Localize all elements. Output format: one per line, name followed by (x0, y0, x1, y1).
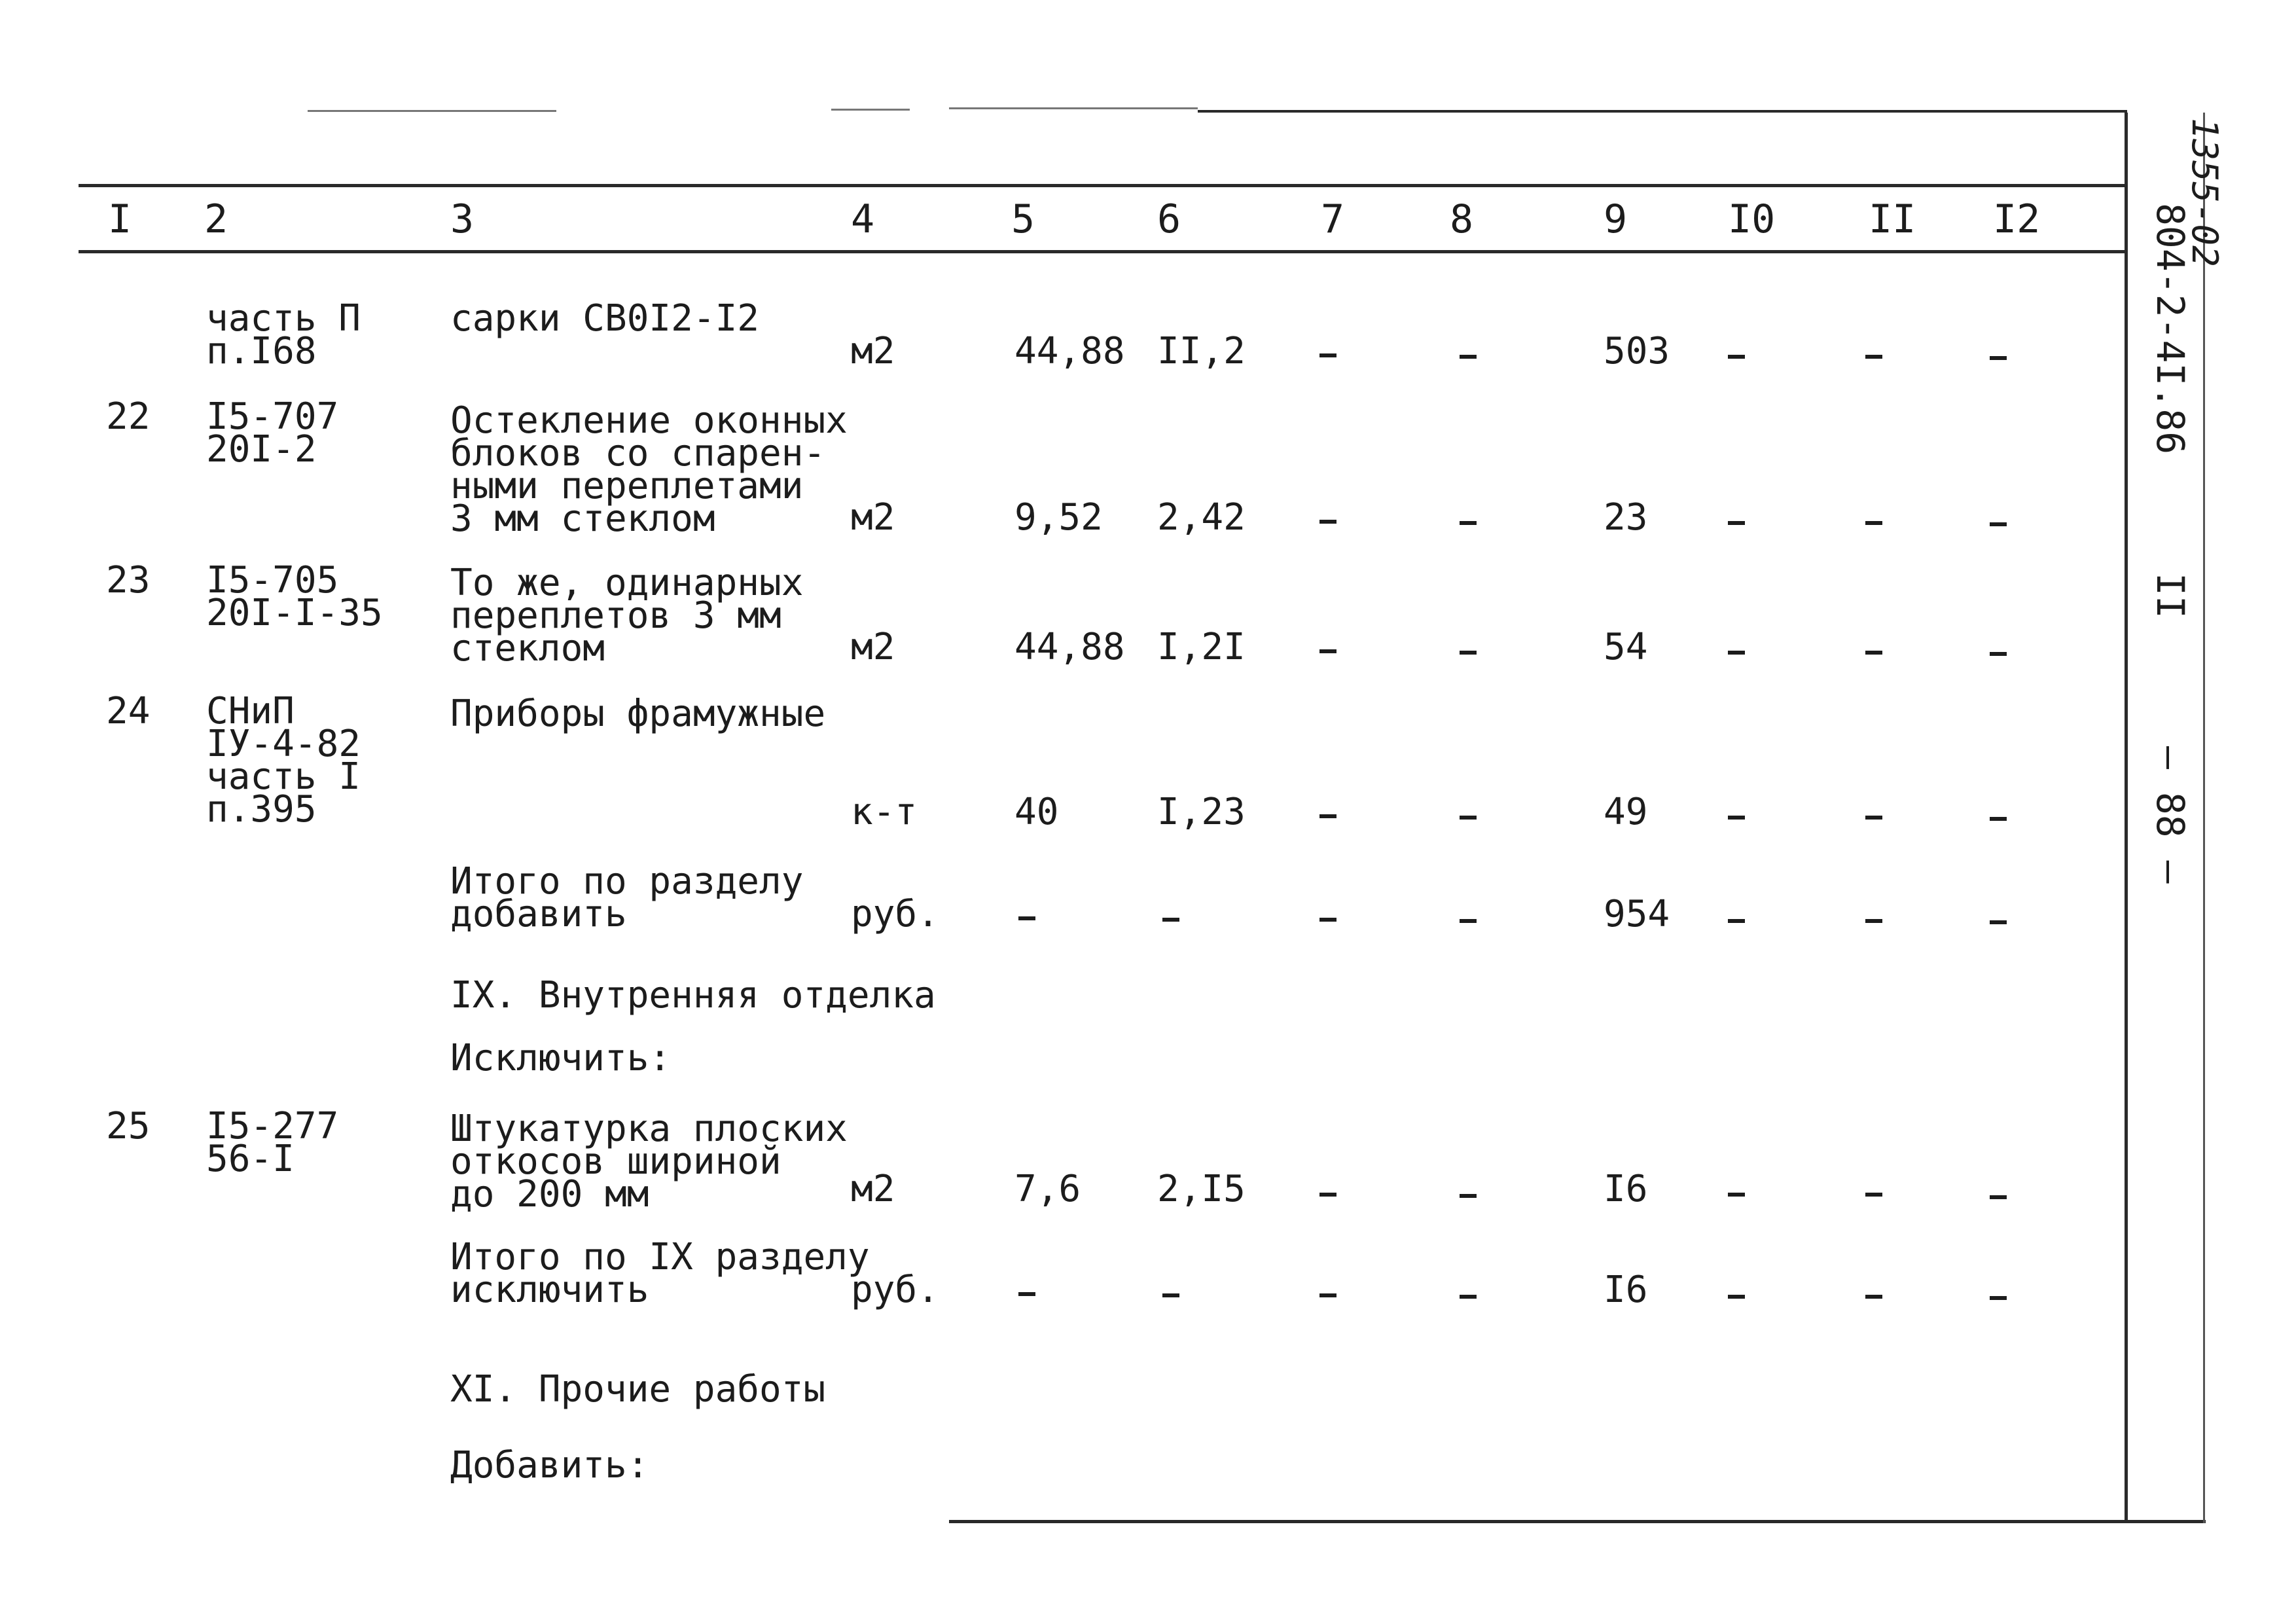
header-bottom-rule (79, 250, 2127, 253)
row-col9: 23 (1604, 496, 1648, 539)
section-action: Добавить: (450, 1444, 649, 1487)
dash-mark (1319, 353, 1336, 357)
dash-mark (1162, 1293, 1179, 1297)
col-header-7: 7 (1321, 196, 1345, 242)
dash-mark (1865, 521, 1882, 525)
dash-mark (1865, 919, 1882, 923)
dash-mark (1865, 355, 1882, 359)
col-header-10: I0 (1728, 196, 1776, 242)
handwritten-mark: 1355-02 (2184, 118, 2225, 267)
dash-mark (1460, 919, 1477, 923)
dash-mark (1865, 651, 1882, 655)
dash-mark (1018, 1292, 1035, 1296)
dash-mark (1018, 916, 1035, 920)
row-col6: II,2 (1157, 330, 1246, 372)
row-unit: руб. (851, 893, 939, 935)
row-col6: 2,42 (1157, 496, 1246, 539)
col-header-1: I (108, 196, 132, 242)
row-col5: 9,52 (1014, 496, 1103, 539)
row-col9: 54 (1604, 626, 1648, 668)
dash-mark (1865, 1295, 1882, 1299)
row-col6: I,2I (1157, 626, 1246, 668)
top-rule (1198, 110, 2127, 113)
col-header-4: 4 (851, 196, 875, 242)
dash-mark (1990, 522, 2007, 526)
dash-mark (1990, 356, 2007, 360)
row-name: Штукатурка плоских откосов шириной до 200 мм (450, 1108, 848, 1216)
dash-mark (1990, 652, 2007, 656)
dash-mark (1460, 521, 1477, 525)
row-unit: м2 (851, 626, 895, 668)
section-heading: XI. Прочие работы (450, 1368, 826, 1411)
row-col9: 49 (1604, 791, 1648, 833)
dash-mark (1319, 520, 1336, 524)
dash-mark (1460, 355, 1477, 359)
row-unit: м2 (851, 496, 895, 539)
row-col9: 954 (1604, 893, 1670, 935)
row-name: Остекление оконных блоков со спарен- ными переплетами 3 мм стеклом (450, 399, 848, 540)
row-number: 25 (106, 1105, 151, 1147)
scan-artifact (831, 109, 910, 111)
dash-mark (1990, 1296, 2007, 1300)
row-col5: 7,6 (1014, 1168, 1081, 1210)
row-unit: м2 (851, 330, 895, 372)
row-col9: I6 (1604, 1269, 1648, 1311)
header-top-rule (79, 184, 2127, 187)
row-name: сарки СВ0I2-I2 (450, 297, 760, 340)
row-col9: 503 (1604, 330, 1670, 372)
dash-mark (1460, 1295, 1477, 1299)
col-header-12: I2 (1993, 196, 2041, 242)
row-name: Приборы фрамужные (450, 693, 826, 735)
dash-mark (1460, 1194, 1477, 1198)
row-col5: 40 (1014, 791, 1059, 833)
col-header-3: 3 (450, 196, 475, 242)
row-ref: I5-277 56-I (206, 1105, 339, 1180)
dash-mark (1728, 816, 1745, 820)
row-ref: I5-707 20I-2 (206, 395, 339, 471)
dash-mark (1460, 816, 1477, 820)
row-col5: 44,88 (1014, 330, 1125, 372)
section-heading: IX. Внутренняя отделка (450, 974, 936, 1017)
dash-mark (1728, 651, 1745, 655)
row-col6: I,23 (1157, 791, 1246, 833)
dash-mark (1162, 918, 1179, 922)
col-header-11: II (1869, 196, 1916, 242)
dash-mark (1728, 919, 1745, 923)
subtotal-label: Итого по IX разделу исключить (450, 1236, 870, 1311)
col-header-8: 8 (1450, 196, 1474, 242)
row-ref: СНиП IУ-4-82 часть I п.395 (206, 690, 361, 831)
dash-mark (1990, 920, 2007, 924)
dash-mark (1319, 649, 1336, 653)
col-header-9: 9 (1604, 196, 1628, 242)
dash-mark (1460, 651, 1477, 655)
row-col5: 44,88 (1014, 626, 1125, 668)
frame-right-rule (2125, 113, 2128, 1523)
document-code: 804-2-4I.86 (2148, 203, 2193, 455)
stamp-right-rule (2203, 113, 2205, 1523)
col-header-2: 2 (204, 196, 228, 242)
col-header-5: 5 (1011, 196, 1035, 242)
row-col6: 2,I5 (1157, 1168, 1246, 1210)
dash-mark (1319, 1193, 1336, 1197)
dash-mark (1319, 1293, 1336, 1297)
row-name: То же, одинарных переплетов 3 мм стеклом (450, 562, 804, 670)
dash-mark (1728, 1193, 1745, 1197)
row-unit: руб. (851, 1269, 939, 1311)
scan-artifact (308, 110, 556, 112)
dash-mark (1319, 918, 1336, 922)
row-ref: I5-705 20I-I-35 (206, 559, 383, 634)
dash-mark (1865, 816, 1882, 820)
dash-mark (1319, 814, 1336, 818)
row-number: 23 (106, 559, 151, 602)
dash-mark (1990, 817, 2007, 821)
dash-mark (1728, 355, 1745, 359)
subtotal-label: Итого по разделу добавить (450, 860, 804, 935)
sheet-label: II (2148, 573, 2193, 619)
page-number: — 88 — (2148, 746, 2193, 884)
row-unit: м2 (851, 1168, 895, 1210)
dash-mark (1865, 1193, 1882, 1197)
col-header-6: 6 (1157, 196, 1181, 242)
row-number: 24 (106, 690, 151, 732)
bottom-rule (949, 1520, 2206, 1523)
dash-mark (1728, 1295, 1745, 1299)
scan-artifact (949, 107, 1198, 109)
dash-mark (1728, 521, 1745, 525)
row-number: 22 (106, 395, 151, 438)
dash-mark (1990, 1195, 2007, 1199)
section-action: Исключить: (450, 1037, 672, 1079)
row-col9: I6 (1604, 1168, 1648, 1210)
row-unit: к-т (851, 791, 918, 833)
row-ref: часть П п.I68 (206, 297, 361, 372)
